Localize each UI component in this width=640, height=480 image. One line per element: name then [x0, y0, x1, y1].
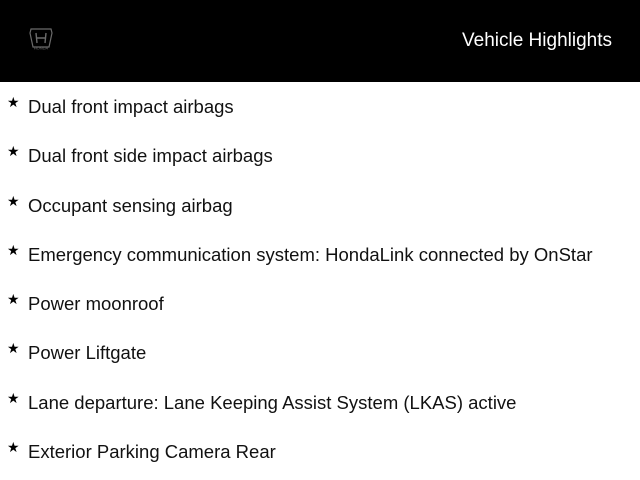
list-item: [0, 131, 640, 180]
list-item: [0, 427, 640, 476]
highlight-label: Dual front impact airbags: [28, 96, 234, 117]
highlight-label: Power Liftgate: [28, 342, 147, 364]
list-item: [0, 328, 640, 377]
star-icon: ★: [7, 292, 20, 309]
list-item: [0, 378, 640, 427]
highlight-label: Occupant sensing airbag: [28, 194, 233, 216]
list-item: [0, 82, 640, 131]
star-icon: ★: [7, 95, 20, 111]
list-item: [0, 279, 640, 328]
highlight-label: Dual front side impact airbags: [28, 145, 273, 167]
list-item: [0, 181, 640, 230]
highlight-label: Exterior Parking Camera Rear: [28, 441, 276, 463]
star-icon: ★: [7, 440, 20, 457]
highlight-label: Emergency communication system: HondaLink connected by OnStar: [28, 243, 593, 265]
star-icon: ★: [7, 193, 20, 210]
list-item: [0, 230, 640, 279]
highlights-list: [0, 82, 640, 476]
star-icon: ★: [7, 144, 20, 161]
star-icon: ★: [7, 390, 20, 407]
page-title: Vehicle Highlights: [462, 30, 612, 51]
star-icon: ★: [7, 242, 20, 259]
honda-logo-icon: [25, 26, 57, 50]
highlight-label: Power moonroof: [28, 293, 164, 315]
highlight-label: Lane departure: Lane Keeping Assist System (LKAS) active: [28, 391, 517, 413]
star-icon: ★: [7, 341, 20, 358]
header-bar: [0, 0, 640, 82]
logo-text: HONDA: [33, 45, 49, 50]
